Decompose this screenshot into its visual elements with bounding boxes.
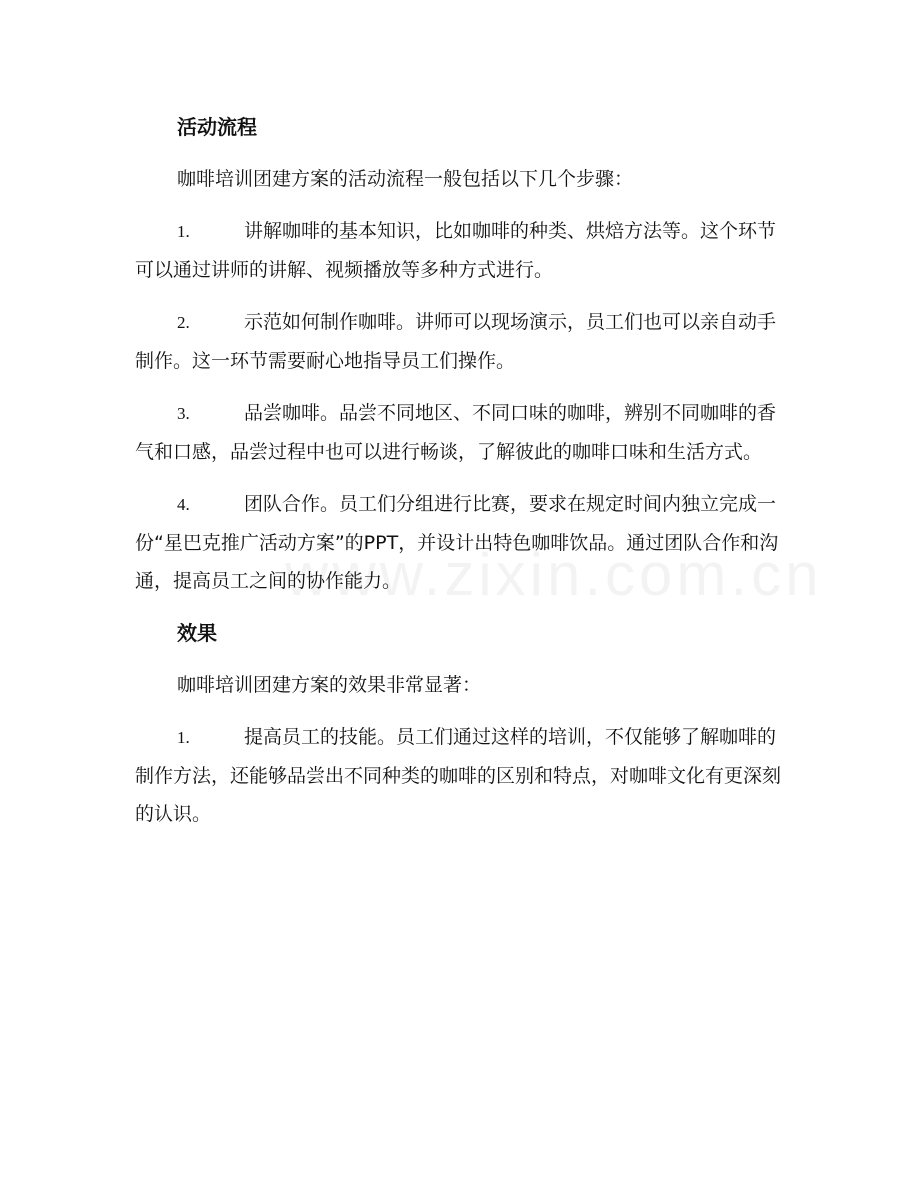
section-heading-process: 活动流程 xyxy=(177,115,257,139)
effect-item-1 xyxy=(135,718,785,833)
list-number: 4. xyxy=(177,495,190,514)
list-text: 团队合作。员工们分组进行比赛，要求在规定时间内独立完成一份“星巴克推广活动方案”的PPT，并设计出特色咖啡饮品。通过团队合作和沟通，提高员工之间的协作能力。 xyxy=(135,493,779,592)
list-text: 示范如何制作咖啡。讲师可以现场演示，员工们也可以亲自动手制作。这一环节需要耐心地指导员工们操作。 xyxy=(135,311,777,372)
effect-intro: 咖啡培训团建方案的效果非常显著： xyxy=(177,674,482,696)
process-step-4 xyxy=(135,485,785,600)
list-text: 品尝咖啡。品尝不同地区、不同口味的咖啡，辨别不同咖啡的香气和口感，品尝过程中也可以进行畅谈，了解彼此的咖啡口味和生活方式。 xyxy=(135,402,777,463)
process-step-2 xyxy=(135,303,785,380)
process-step-1 xyxy=(135,212,785,289)
list-number: 1. xyxy=(177,728,190,747)
list-text: 提高员工的技能。员工们通过这样的培训，不仅能够了解咖啡的制作方法，还能够品尝出不同种类的咖啡的区别和特点，对咖啡文化有更深刻的认识。 xyxy=(135,726,782,825)
process-step-3 xyxy=(135,394,785,471)
process-intro: 咖啡培训团建方案的活动流程一般包括以下几个步骤： xyxy=(177,168,634,190)
list-number: 2. xyxy=(177,313,190,332)
list-number: 1. xyxy=(177,222,190,241)
section-heading-effect: 效果 xyxy=(177,621,217,645)
list-text: 讲解咖啡的基本知识，比如咖啡的种类、烘焙方法等。这个环节可以通过讲师的讲解、视频播放等多种方式进行。 xyxy=(135,220,777,281)
list-number: 3. xyxy=(177,404,190,423)
document-content xyxy=(135,108,785,847)
